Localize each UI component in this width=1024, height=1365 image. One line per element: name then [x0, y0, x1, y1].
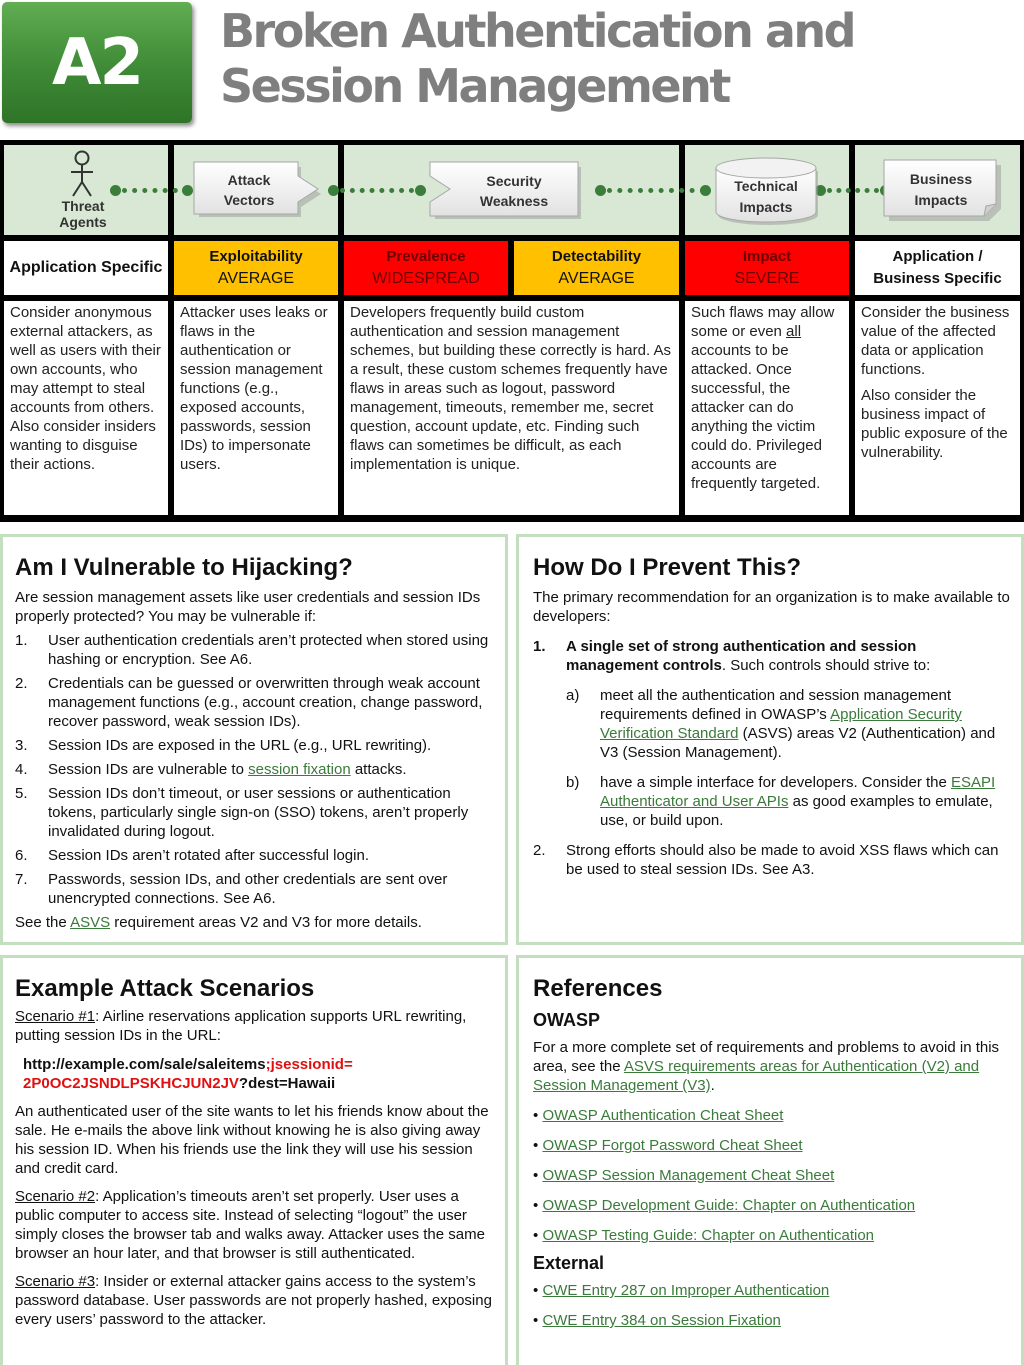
vulnerable-outro: See the ASVS requirement areas V2 and V3 for more details. — [15, 914, 422, 931]
asvs-requirements-link[interactable]: ASVS requirements areas for Authentication (V2) and Session Management (V3) — [533, 1058, 980, 1094]
reference-item: • CWE Entry 384 on Session Fixation — [533, 1312, 781, 1329]
desc-business-impacts: Consider the business value of the affected data or application functions. Also consider the business impact of public exposure of the vulnerability. — [855, 301, 1020, 515]
external-subheading: External — [533, 1253, 605, 1273]
vulnerable-panel — [0, 534, 508, 945]
owasp-subheading: OWASP — [533, 1010, 601, 1030]
scenario-3: Scenario #3: Insider or external attacker gains access to the system’s password database. User passwords are not properly hashed, exposing every users’ password to the attacker. — [15, 1273, 492, 1328]
scenario-2: Scenario #2: Application’s timeouts aren’t set properly. User uses a public computer to access site. Instead of selecting “logout” the user simply closes the browser tab and walks away. Attacker uses the same browser an hour later, and that browser is still authenticated. — [15, 1188, 485, 1262]
cwe-384-link[interactable]: CWE Entry 384 on Session Fixation — [542, 1312, 781, 1329]
reference-item: • OWASP Authentication Cheat Sheet — [533, 1107, 784, 1124]
reference-item: • CWE Entry 287 on Improper Authentication — [533, 1282, 830, 1299]
factor-prevalence: Prevalence WIDESPREAD — [344, 241, 508, 295]
vulnerable-heading: Am I Vulnerable to Hijacking? — [15, 554, 353, 581]
factor-detectability: Detectability AVERAGE — [514, 241, 679, 295]
reference-item: • OWASP Testing Guide: Chapter on Authentication — [533, 1227, 875, 1244]
flow-connector — [340, 188, 414, 193]
factor-app-specific: Application Specific — [4, 241, 168, 295]
page-title: Broken Authentication and Session Management — [220, 4, 855, 113]
desc-security-weakness: Developers frequently build custom authentication and session management schemes, but building these correctly is hard. As a result, these custom schemes frequently have flaws in areas such as logout, password management, timeouts, remember me, secret question, account update, etc. Finding such flaws can sometimes be difficult, as each implementation is unique. — [344, 301, 679, 515]
flow-node — [415, 185, 426, 196]
prevent-item-a: a) meet all the authentication and session management requirements defined in OWASP’s Application Security Verification Standard (ASVS) areas V2 (Authentication) and V3 (Session Management). — [566, 687, 996, 761]
prevent-heading: How Do I Prevent This? — [533, 554, 802, 581]
prevent-item-2: 2. Strong efforts should also be made to avoid XSS flaws which can be used to steal session IDs. See A3. — [533, 842, 999, 878]
factor-exploitability: Exploitability AVERAGE — [174, 241, 338, 295]
list-item: 6. Session IDs aren’t rotated after successful login. — [15, 847, 369, 864]
auth-cheat-sheet-link[interactable]: OWASP Authentication Cheat Sheet — [542, 1107, 784, 1124]
testing-guide-link[interactable]: OWASP Testing Guide: Chapter on Authentication — [542, 1227, 875, 1244]
prevent-panel — [516, 534, 1024, 945]
example-url: http://example.com/sale/saleitems;jsessionid= 2P0OC2JSNDLPSKHCJUN2JV?dest=Hawaii — [23, 1056, 353, 1092]
technical-impacts-label: Technical Impacts — [734, 178, 798, 215]
factor-impact: Impact SEVERE — [685, 241, 849, 295]
scenarios-panel — [0, 955, 508, 1365]
desc-attack-vectors: Attacker uses leaks or flaws in the authentication or session management functions (e.g., exposed accounts, passwords, session IDs) to impersonate users. — [174, 301, 338, 515]
forgot-password-link[interactable]: OWASP Forgot Password Cheat Sheet — [542, 1137, 803, 1154]
attack-vectors-label: Attack Vectors — [223, 172, 275, 208]
factor-business-specific: Application / Business Specific — [855, 241, 1020, 295]
list-item: 5. Session IDs don’t timeout, or user sessions or authentication tokens, particularly single sign-on (SSO) tokens, aren’t properly invalidated during logout. — [15, 785, 469, 840]
session-cheat-sheet-link[interactable]: OWASP Session Management Cheat Sheet — [542, 1167, 835, 1184]
list-item: 3. Session IDs are exposed in the URL (e.g., URL rewriting). — [15, 737, 432, 754]
references-intro: For a more complete set of requirements and problems to avoid in this area, see the ASVS requirements areas for Authentication (V2) and Session Management (V3). — [533, 1039, 1000, 1094]
flow-node — [700, 185, 711, 196]
prevent-item-b: b) have a simple interface for developers. Consider the ESAPI Authenticator and User APIs as good examples to emulate, use, or build upon. — [566, 774, 996, 829]
person-icon — [68, 150, 96, 198]
flow-connector — [827, 188, 879, 193]
session-fixation-link[interactable]: session fixation — [248, 761, 351, 778]
prevent-item-1: 1. A single set of strong authentication and session management controls. Such controls should strive to: — [533, 638, 931, 674]
flow-node — [595, 185, 606, 196]
reference-item: • OWASP Forgot Password Cheat Sheet — [533, 1137, 803, 1154]
flow-node — [328, 185, 339, 196]
references-heading: References — [533, 975, 663, 1002]
development-guide-link[interactable]: OWASP Development Guide: Chapter on Authentication — [542, 1197, 916, 1214]
desc-threat-agents: Consider anonymous external attackers, as well as users with their own accounts, who may attempt to steal accounts from others. Also consider insiders wanting to disguise their actions. — [4, 301, 168, 515]
list-item: 4. Session IDs are vulnerable to session fixation attacks. — [15, 761, 407, 778]
flow-node — [110, 185, 121, 196]
scenario-1: Scenario #1: Airline reservations application supports URL rewriting, putting session IDs in the URL: — [15, 1008, 467, 1044]
reference-item: • OWASP Development Guide: Chapter on Authentication — [533, 1197, 916, 1214]
references-panel — [516, 955, 1024, 1365]
asvs-link[interactable]: ASVS — [70, 914, 111, 931]
list-item: 2. Credentials can be guessed or overwritten through weak account management functions (e.g., account creation, change password, recover password, weak session IDs). — [15, 675, 483, 730]
desc-technical-impacts: Such flaws may allow some or even all accounts to be attacked. Once successful, the attacker can do anything the victim could do. Privileged accounts are frequently targeted. — [685, 301, 849, 515]
risk-table — [0, 140, 1024, 522]
list-item: 1. User authentication credentials aren’t protected when stored using hashing or encryption. See A6. — [15, 632, 489, 668]
flow-connector — [607, 188, 705, 193]
flow-connector — [122, 188, 188, 193]
vulnerable-intro: Are session management assets like user credentials and session IDs properly protected? You may be vulnerable if: — [15, 589, 481, 625]
scenarios-heading: Example Attack Scenarios — [15, 975, 315, 1002]
cwe-287-link[interactable]: CWE Entry 287 on Improper Authentication — [542, 1282, 830, 1299]
security-weakness-label: Security Weakness — [479, 173, 549, 209]
list-item: 7. Passwords, session IDs, and other credentials are sent over unencrypted connections. See A6. — [15, 871, 448, 907]
business-impacts-label: Business Impacts — [909, 171, 973, 208]
prevent-intro: The primary recommendation for an organization is to make available to developers: — [533, 589, 1010, 625]
scenario-1-detail: An authenticated user of the site wants to let his friends know about the sale. He e-mails the above link without knowing he is also giving away his session ID. When his friends use the link they will use his session and credit card. — [15, 1103, 489, 1177]
vulnerable-list — [15, 631, 495, 908]
asvs-standard-link[interactable]: Application Security Verification Standard — [600, 706, 962, 742]
threat-agents-label: Threat Agents — [59, 198, 107, 230]
esapi-link[interactable]: ESAPI Authenticator and User APIs — [600, 774, 996, 810]
reference-item: • OWASP Session Management Cheat Sheet — [533, 1167, 835, 1184]
category-badge: A2 — [2, 2, 192, 123]
